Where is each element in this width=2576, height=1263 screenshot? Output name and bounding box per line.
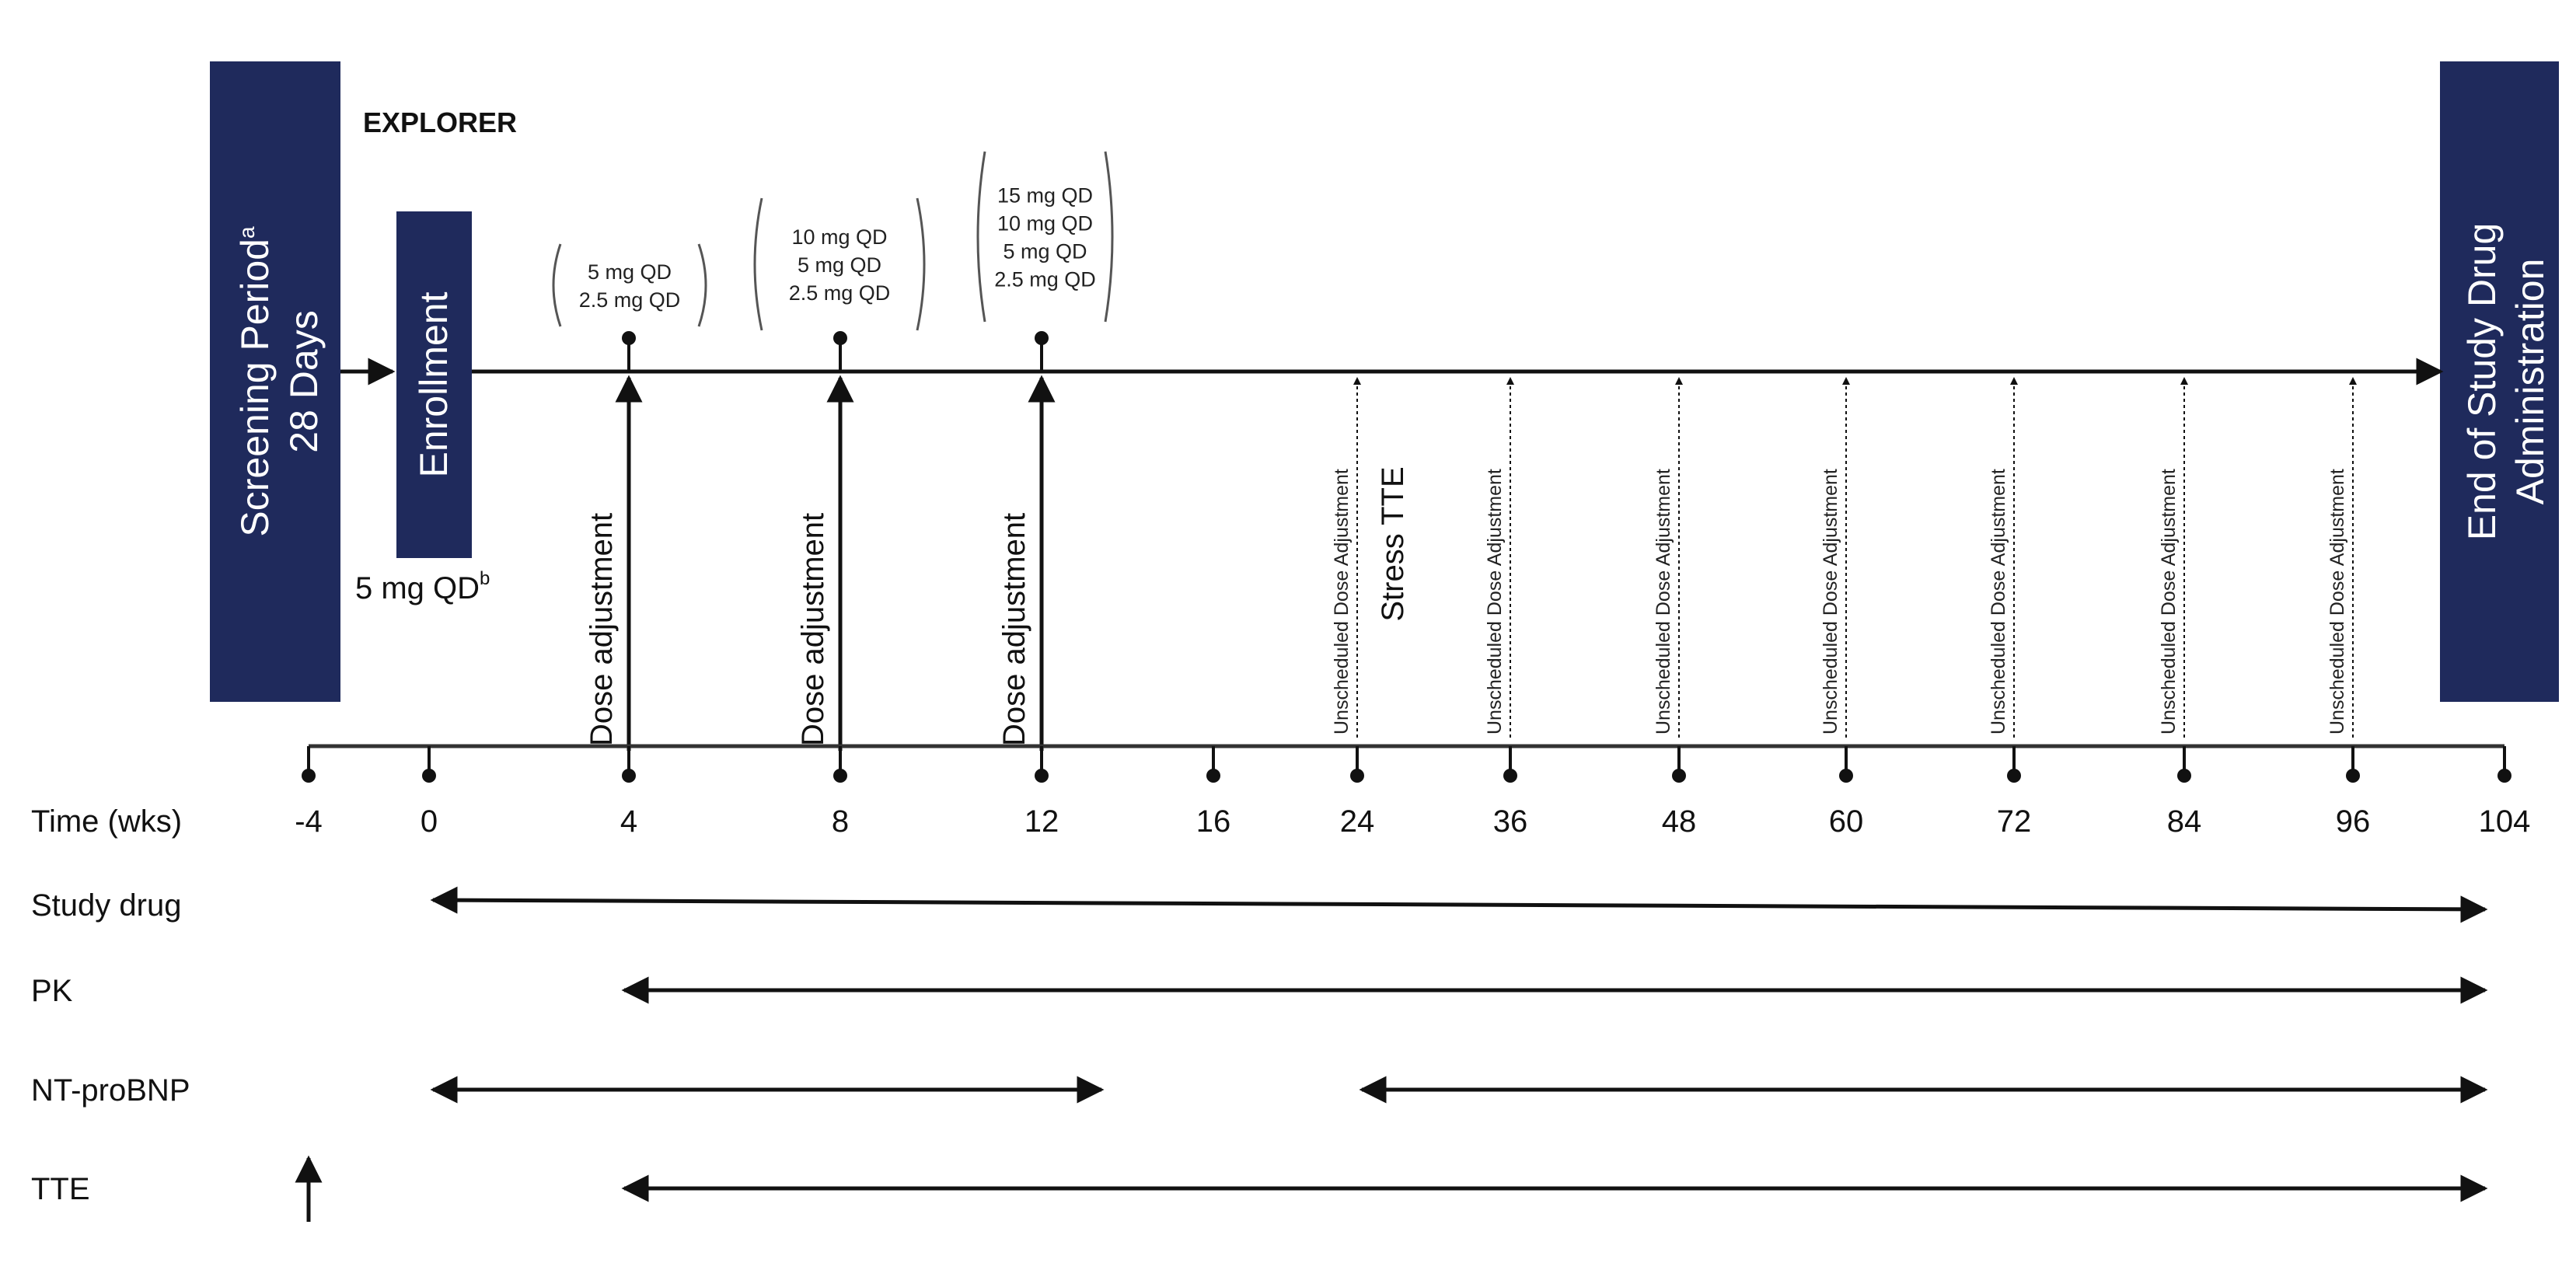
unscheduled-dose-label: Unscheduled Dose Adjustment <box>2326 469 2348 734</box>
bracket-right <box>1105 152 1112 322</box>
study-title: EXPLORER <box>363 106 518 138</box>
row-label: NT-proBNP <box>31 1073 190 1108</box>
dose-option-dot <box>1035 331 1049 345</box>
bracket-right <box>699 244 706 326</box>
administration-label: Administration <box>2508 258 2552 505</box>
dose-option: 10 mg QD <box>791 225 888 249</box>
dose-option-dot <box>833 331 847 345</box>
time-tick-dot <box>833 769 847 783</box>
time-tick-label: 104 <box>2478 804 2531 839</box>
time-tick-label: 16 <box>1196 804 1231 839</box>
bracket-left <box>553 244 560 326</box>
dose-option: 10 mg QD <box>997 211 1094 236</box>
time-tick-label: 48 <box>1661 804 1697 839</box>
bracket-left <box>755 198 762 330</box>
time-tick-label: 84 <box>2166 804 2202 839</box>
time-tick-dot <box>1350 769 1364 783</box>
row-label: Study drug <box>31 888 182 923</box>
row-label: PK <box>31 974 73 1008</box>
start-dose-label: 5 mg $QD^b$ <box>355 568 490 605</box>
time-tick-dot <box>2346 769 2360 783</box>
end-of-study-box <box>2440 61 2559 702</box>
screening-period-label: Screening Period <box>233 239 277 537</box>
time-tick-dot <box>302 769 316 783</box>
row-interval-arrow <box>433 900 2485 909</box>
time-tick-label: 60 <box>1828 804 1864 839</box>
enrollment-box <box>396 211 472 558</box>
screening-footnote: a <box>235 226 259 239</box>
time-tick-dot <box>1839 769 1853 783</box>
time-tick-label: 24 <box>1339 804 1375 839</box>
time-tick-label: 72 <box>1996 804 2032 839</box>
time-tick-label: 0 <box>420 804 438 839</box>
time-tick-label: 36 <box>1492 804 1528 839</box>
svg-text:Screening Perioda <box>233 226 277 537</box>
screening-period-box <box>210 61 340 702</box>
unscheduled-dose-label: Unscheduled Dose Adjustment <box>1820 469 1841 734</box>
time-tick-label: 96 <box>2335 804 2371 839</box>
time-tick-dot <box>2177 769 2191 783</box>
time-tick-label: -4 <box>295 804 323 839</box>
time-tick-dot <box>2007 769 2021 783</box>
end-of-study-label: End of Study Drug <box>2460 222 2504 541</box>
time-tick-dot <box>422 769 436 783</box>
time-tick-dot <box>1206 769 1220 783</box>
time-tick-label: 4 <box>620 804 638 839</box>
time-tick-dot <box>622 769 636 783</box>
bracket-left <box>978 152 985 322</box>
dose-option: 5 mg QD <box>1003 239 1087 263</box>
dose-option: 5 mg QD <box>587 260 672 284</box>
dose-adjustment-label: Dose adjustment <box>997 512 1031 746</box>
stress-tte-label: Stress TTE <box>1376 466 1410 622</box>
time-axis-label: Time (wks) <box>31 804 183 839</box>
dose-option-dot <box>622 331 636 345</box>
dose-option: 5 mg QD <box>797 253 882 277</box>
row-label: TTE <box>31 1172 90 1206</box>
unscheduled-dose-label: Unscheduled Dose Adjustment <box>1988 469 2009 734</box>
bracket-right <box>917 198 924 330</box>
screening-duration: 28 Days <box>282 310 326 453</box>
time-tick-dot <box>1035 769 1049 783</box>
time-tick-label: 8 <box>831 804 850 839</box>
dose-option: 2.5 mg QD <box>578 288 681 312</box>
enrollment-label: Enrollment <box>412 291 456 478</box>
unscheduled-dose-label: Unscheduled Dose Adjustment <box>2158 469 2180 734</box>
time-tick-label: 12 <box>1024 804 1059 839</box>
dose-option: 2.5 mg QD <box>994 267 1096 291</box>
unscheduled-dose-label: Unscheduled Dose Adjustment <box>1484 469 1506 734</box>
dose-option: 2.5 mg QD <box>788 281 891 305</box>
dose-option: 15 mg QD <box>997 183 1094 208</box>
time-tick-dot <box>2497 769 2511 783</box>
time-tick-dot <box>1503 769 1517 783</box>
dose-adjustment-label: Dose adjustment <box>796 512 830 746</box>
dose-adjustment-label: Dose adjustment <box>585 512 619 746</box>
unscheduled-dose-label: Unscheduled Dose Adjustment <box>1331 469 1353 734</box>
time-tick-dot <box>1672 769 1686 783</box>
unscheduled-dose-label: Unscheduled Dose Adjustment <box>1653 469 1674 734</box>
